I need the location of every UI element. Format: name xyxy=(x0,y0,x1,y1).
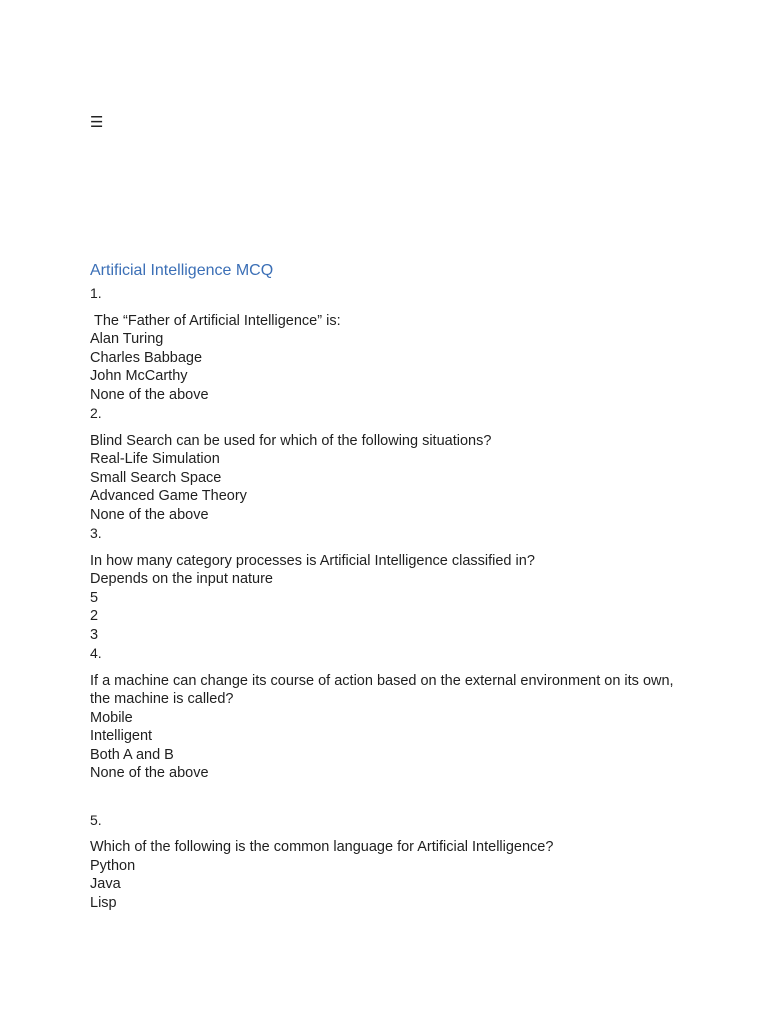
option: None of the above xyxy=(90,765,209,781)
option: None of the above xyxy=(90,386,209,403)
question-text: If a machine can change its course of action based on the external environment on its own, the machine is called? xyxy=(90,672,674,707)
option: Advanced Game Theory xyxy=(90,488,247,504)
option: 5 xyxy=(90,589,99,606)
option: Small Search Space xyxy=(90,469,222,486)
question-number: 3. xyxy=(90,525,102,541)
option: Alan Turing xyxy=(90,331,164,347)
question-number: 4. xyxy=(90,645,102,661)
spacer xyxy=(90,783,690,811)
question-5 xyxy=(90,811,690,913)
option: Charles Babbage xyxy=(90,349,203,366)
option: Real-Life Simulation xyxy=(90,451,220,467)
option: Python xyxy=(90,857,136,874)
option: Mobile xyxy=(90,709,133,726)
question-4 xyxy=(90,644,690,783)
option: John McCarthy xyxy=(90,368,188,384)
mcq-document xyxy=(90,261,690,912)
question-text: The “Father of Artificial Intelligence” is: xyxy=(94,312,341,329)
question-2 xyxy=(90,404,690,524)
option: Intelligent xyxy=(90,728,153,744)
question-text: Which of the following is the common language for Artificial Intelligence? xyxy=(90,839,554,855)
option: Lisp xyxy=(90,894,117,911)
question-text: In how many category processes is Artificial Intelligence classified in? xyxy=(90,552,535,569)
question-text: Blind Search can be used for which of the following situations? xyxy=(90,432,492,449)
question-1 xyxy=(90,284,690,404)
option: Depends on the input nature xyxy=(90,571,273,587)
question-number: 5. xyxy=(90,811,102,828)
question-number: 1. xyxy=(90,285,102,301)
option: None of the above xyxy=(90,506,209,523)
option: 2 xyxy=(90,608,99,624)
option: Both A and B xyxy=(90,746,174,763)
page-title: Artificial Intelligence MCQ xyxy=(90,262,274,279)
question-number: 2. xyxy=(90,405,102,421)
option: 3 xyxy=(90,626,99,643)
menu-icon[interactable]: ☰ xyxy=(90,113,104,131)
option: Java xyxy=(90,876,121,892)
question-3 xyxy=(90,524,690,644)
